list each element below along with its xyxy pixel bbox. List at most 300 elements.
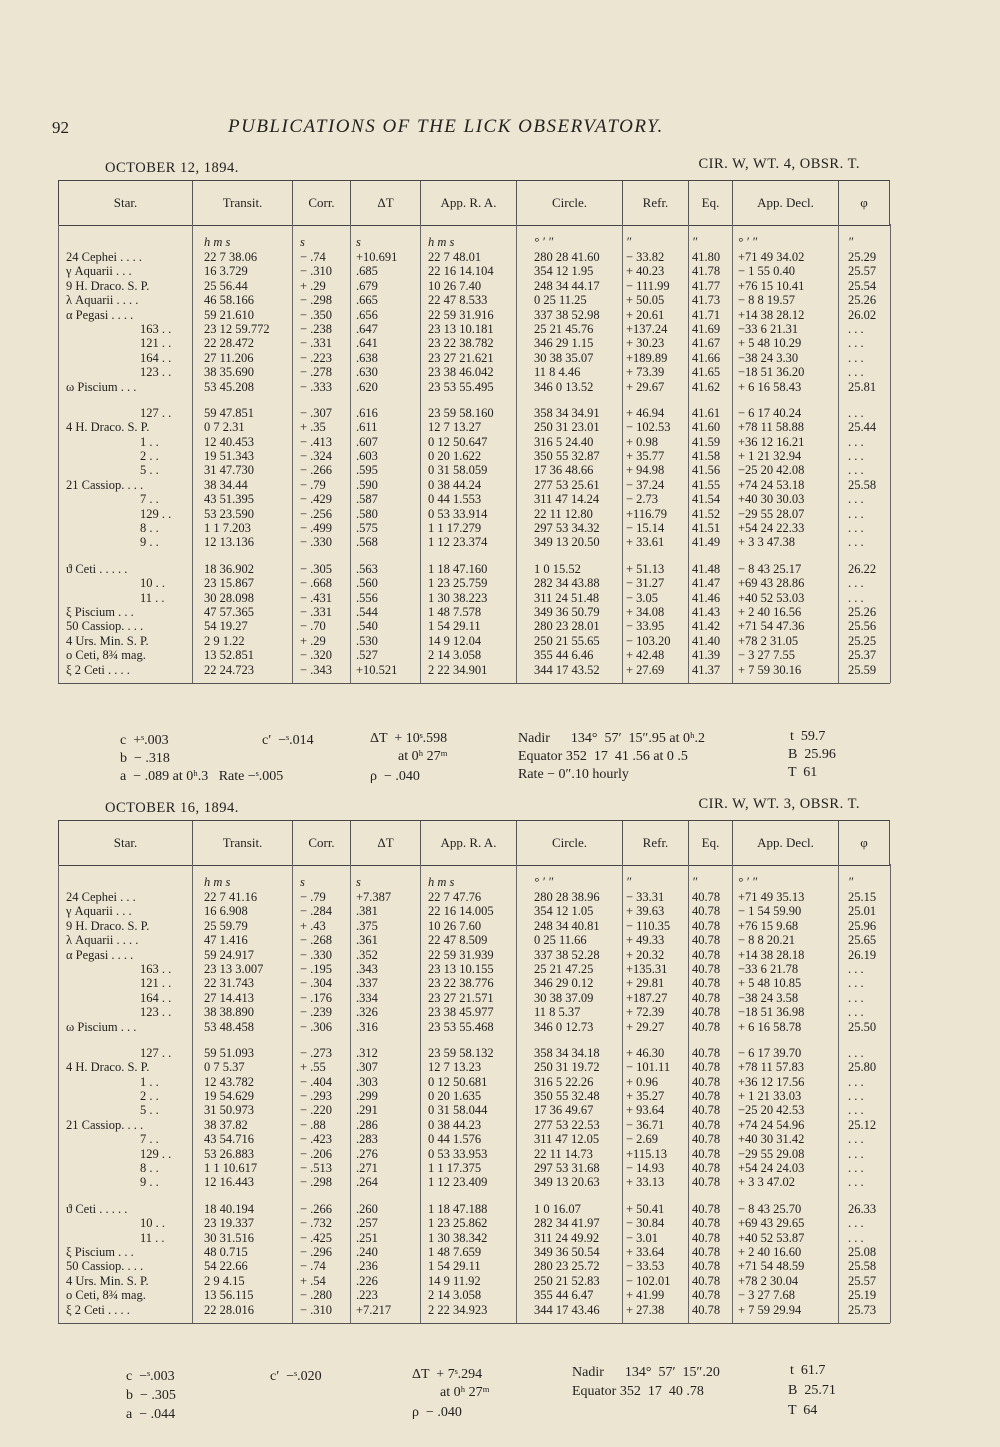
star-name: o Ceti, 8¾ mag. bbox=[66, 648, 146, 663]
apparent-ra: 23 13 10.155 bbox=[428, 961, 494, 976]
star-name: 4 Urs. Min. S. P. bbox=[66, 633, 149, 648]
unit-ra: h m s bbox=[428, 235, 455, 249]
eq-correction: 41.48 bbox=[692, 561, 721, 576]
apparent-decl: +54 24 22.33 bbox=[738, 521, 805, 536]
star-name: 164 . . bbox=[140, 350, 172, 365]
star-name: 2 . . bbox=[140, 1089, 159, 1104]
star-name: λ Aquarii . . . . bbox=[66, 933, 139, 948]
phi-value: 26.19 bbox=[848, 947, 877, 962]
clock-correction: .381 bbox=[356, 904, 378, 919]
apparent-decl: +76 15 10.41 bbox=[738, 278, 805, 293]
correction: − .223 bbox=[300, 350, 333, 365]
eq-correction: 40.78 bbox=[692, 1132, 721, 1147]
transit-time: 2 9 1.22 bbox=[204, 633, 245, 648]
refraction: − 3.05 bbox=[626, 590, 659, 605]
group-gap bbox=[58, 1034, 890, 1046]
correction: − .306 bbox=[300, 1019, 333, 1034]
azimuth-a: a − .089 at 0ʰ.3 Rate −ˢ.005 bbox=[120, 769, 284, 784]
apparent-ra: 1 23 25.759 bbox=[428, 576, 488, 591]
circle-reading: 358 34 34.91 bbox=[534, 405, 600, 420]
phi-value: 25.57 bbox=[848, 264, 877, 279]
transit-time: 22 7 38.06 bbox=[204, 250, 258, 264]
correction: − .343 bbox=[300, 662, 333, 677]
table-row bbox=[58, 1103, 890, 1117]
phi-value: 25.25 bbox=[848, 633, 877, 648]
eq-correction: 40.78 bbox=[692, 1019, 721, 1034]
apparent-ra: 23 59 58.132 bbox=[428, 1045, 494, 1060]
apparent-ra: 0 44 1.576 bbox=[428, 1132, 482, 1147]
table-row bbox=[58, 380, 890, 394]
transit-time: 22 31.743 bbox=[204, 976, 254, 991]
table-row bbox=[58, 406, 890, 420]
apparent-ra: 12 7 13.23 bbox=[428, 1060, 482, 1075]
clock-correction: .560 bbox=[356, 576, 378, 591]
apparent-decl: − 8 8 19.57 bbox=[738, 293, 796, 308]
circle-reading: 337 38 52.28 bbox=[534, 947, 600, 962]
correction: − .239 bbox=[300, 1005, 333, 1020]
correction: − .307 bbox=[300, 405, 333, 420]
units-row bbox=[58, 866, 890, 890]
clock-correction: .276 bbox=[356, 1146, 378, 1161]
star-name: 4 H. Draco. S. P. bbox=[66, 1060, 150, 1075]
phi-value: 25.01 bbox=[848, 904, 877, 919]
unit-phi: ″ bbox=[848, 235, 854, 249]
star-name: ω Piscium . . . bbox=[66, 379, 137, 394]
apparent-decl: +76 15 9.68 bbox=[738, 918, 799, 933]
transit-time: 59 47.851 bbox=[204, 405, 254, 420]
transit-time: 38 38.890 bbox=[204, 1005, 254, 1020]
transit-time: 12 40.453 bbox=[204, 434, 254, 449]
refraction: − 31.27 bbox=[626, 576, 665, 591]
phi-value: . . . bbox=[848, 521, 864, 536]
refraction: + 33.61 bbox=[626, 535, 665, 550]
table-row bbox=[58, 449, 890, 463]
table-row bbox=[58, 1060, 890, 1074]
transit-time: 47 57.365 bbox=[204, 604, 254, 619]
clock-correction: .226 bbox=[356, 1273, 378, 1288]
transit-time: 38 35.690 bbox=[204, 365, 254, 380]
apparent-ra: 1 18 47.160 bbox=[428, 561, 488, 576]
apparent-decl: −29 55 29.08 bbox=[738, 1146, 805, 1161]
apparent-decl: + 1 21 33.03 bbox=[738, 1089, 802, 1104]
column-header-refr: Refr. bbox=[622, 181, 688, 225]
eq-correction: 41.52 bbox=[692, 506, 721, 521]
table-row bbox=[58, 1175, 890, 1189]
star-name: 127 . . bbox=[140, 405, 172, 420]
phi-value: 25.58 bbox=[848, 1259, 877, 1274]
star-name: 50 Cassiop. . . . bbox=[66, 619, 144, 634]
apparent-decl: +14 38 28.12 bbox=[738, 307, 805, 322]
table-row bbox=[58, 365, 890, 379]
apparent-decl: −18 51 36.20 bbox=[738, 365, 805, 380]
correction: − .429 bbox=[300, 492, 333, 507]
apparent-ra: 1 12 23.409 bbox=[428, 1175, 488, 1190]
phi-value: 26.02 bbox=[848, 307, 877, 322]
apparent-ra: 2 14 3.058 bbox=[428, 1288, 482, 1303]
eq-correction: 41.47 bbox=[692, 576, 721, 591]
apparent-decl: + 5 48 10.85 bbox=[738, 976, 802, 991]
clock-correction: .257 bbox=[356, 1216, 378, 1231]
apparent-decl: −25 20 42.53 bbox=[738, 1103, 805, 1118]
clock-correction: .343 bbox=[356, 961, 378, 976]
column-header-dt: ΔT bbox=[350, 821, 420, 865]
unit-refr: ″ bbox=[626, 875, 632, 889]
apparent-decl: − 3 27 7.68 bbox=[738, 1288, 796, 1303]
clock-correction: .251 bbox=[356, 1230, 378, 1245]
correction: − .278 bbox=[300, 365, 333, 380]
star-name: 9 . . bbox=[140, 535, 159, 550]
transit-time: 43 54.716 bbox=[204, 1132, 254, 1147]
apparent-ra: 22 7 48.01 bbox=[428, 250, 482, 264]
apparent-decl: − 8 43 25.17 bbox=[738, 561, 802, 576]
apparent-ra: 2 22 34.923 bbox=[428, 1302, 488, 1317]
circle-reading: 346 29 0.12 bbox=[534, 976, 594, 991]
eq-correction: 41.62 bbox=[692, 379, 721, 394]
collimation-c: c +ˢ.003 bbox=[120, 733, 169, 748]
apparent-decl: −18 51 36.98 bbox=[738, 1005, 805, 1020]
column-header-corr: Corr. bbox=[292, 181, 350, 225]
phi-value: . . . bbox=[848, 961, 864, 976]
circle-reading: 282 34 43.88 bbox=[534, 576, 600, 591]
star-name: 1 . . bbox=[140, 434, 159, 449]
column-header-decl: App. Decl. bbox=[732, 181, 838, 225]
star-name: 7 . . bbox=[140, 492, 159, 507]
circle-reading: 30 38 37.09 bbox=[534, 990, 594, 1005]
correction: − .513 bbox=[300, 1161, 333, 1176]
correction: − .310 bbox=[300, 264, 333, 279]
star-name: 123 . . bbox=[140, 365, 172, 380]
star-name: 21 Cassiop. . . . bbox=[66, 477, 144, 492]
correction: − .350 bbox=[300, 307, 333, 322]
column-header-eq: Eq. bbox=[688, 181, 732, 225]
clock-correction: .530 bbox=[356, 633, 378, 648]
eq-correction: 41.77 bbox=[692, 278, 721, 293]
clock-correction: .352 bbox=[356, 947, 378, 962]
circle-reading: 350 55 32.87 bbox=[534, 449, 600, 464]
phi-value: 25.80 bbox=[848, 1060, 877, 1075]
correction: + .55 bbox=[300, 1060, 326, 1075]
clock-correction: .656 bbox=[356, 307, 378, 322]
refraction: − 33.53 bbox=[626, 1259, 665, 1274]
correction: + .29 bbox=[300, 278, 326, 293]
circle-reading: 311 24 49.92 bbox=[534, 1230, 600, 1245]
transit-time: 30 28.098 bbox=[204, 590, 254, 605]
star-name: 11 . . bbox=[140, 590, 165, 605]
transit-time: 54 19.27 bbox=[204, 619, 248, 634]
clock-correction: .611 bbox=[356, 420, 378, 435]
clock-correction: +7.217 bbox=[356, 1302, 392, 1317]
eq-correction: 41.40 bbox=[692, 633, 721, 648]
clock-correction: .595 bbox=[356, 463, 378, 478]
rho: ρ − .040 bbox=[412, 1405, 462, 1420]
column-header-ra: App. R. A. bbox=[420, 821, 516, 865]
phi-value: . . . bbox=[848, 1089, 864, 1104]
clock-correction: .260 bbox=[356, 1201, 378, 1216]
clock-correction: .337 bbox=[356, 976, 378, 991]
table-row bbox=[58, 933, 890, 947]
circle-reading: 280 28 38.96 bbox=[534, 890, 600, 904]
correction: + .29 bbox=[300, 633, 326, 648]
star-name: 24 Cephei . . . . bbox=[66, 250, 143, 264]
phi-value: 25.26 bbox=[848, 604, 877, 619]
phi-value: 25.44 bbox=[848, 420, 877, 435]
correction: − .298 bbox=[300, 1175, 333, 1190]
eq-correction: 41.73 bbox=[692, 293, 721, 308]
phi-value: 26.22 bbox=[848, 561, 877, 576]
apparent-ra: 10 26 7.60 bbox=[428, 918, 482, 933]
phi-value: . . . bbox=[848, 365, 864, 380]
correction: − .305 bbox=[300, 561, 333, 576]
circle-reading: 337 38 52.98 bbox=[534, 307, 600, 322]
table-row bbox=[58, 634, 890, 648]
refraction: + 27.69 bbox=[626, 662, 665, 677]
star-name: 2 . . bbox=[140, 449, 159, 464]
phi-value: . . . bbox=[848, 1103, 864, 1118]
circle-reading: 280 23 28.01 bbox=[534, 619, 600, 634]
refraction: +135.31 bbox=[626, 961, 668, 976]
circle-reading: 25 21 45.76 bbox=[534, 321, 594, 336]
circle-reading: 311 24 51.48 bbox=[534, 590, 600, 605]
apparent-decl: + 6 16 58.78 bbox=[738, 1019, 802, 1034]
correction: − .280 bbox=[300, 1288, 333, 1303]
clock-correction: .271 bbox=[356, 1161, 378, 1176]
eq-correction: 41.69 bbox=[692, 321, 721, 336]
transit-time: 19 51.343 bbox=[204, 449, 254, 464]
star-name: 163 . . bbox=[140, 321, 172, 336]
star-name: 50 Cassiop. . . . bbox=[66, 1259, 144, 1274]
apparent-decl: +71 49 35.13 bbox=[738, 890, 805, 904]
refraction: +116.79 bbox=[626, 506, 667, 521]
apparent-decl: + 5 48 10.29 bbox=[738, 336, 802, 351]
refraction: − 111.99 bbox=[626, 278, 670, 293]
refraction: + 51.13 bbox=[626, 561, 665, 576]
circle-reading: 297 53 34.32 bbox=[534, 521, 600, 536]
correction: − .298 bbox=[300, 293, 333, 308]
correction: − .431 bbox=[300, 590, 333, 605]
table-row bbox=[58, 1020, 890, 1034]
clock-correction: .540 bbox=[356, 619, 378, 634]
correction: − .88 bbox=[300, 1117, 326, 1132]
table-row bbox=[58, 1132, 890, 1146]
correction: − .79 bbox=[300, 477, 326, 492]
column-header-circle: Circle. bbox=[516, 181, 622, 225]
correction: + .43 bbox=[300, 918, 326, 933]
apparent-ra: 23 13 10.181 bbox=[428, 321, 494, 336]
apparent-decl: −38 24 3.30 bbox=[738, 350, 799, 365]
apparent-decl: + 2 40 16.56 bbox=[738, 604, 802, 619]
circle-reading: 346 0 12.73 bbox=[534, 1019, 594, 1034]
transit-time: 2 9 4.15 bbox=[204, 1273, 245, 1288]
clock-correction: .291 bbox=[356, 1103, 378, 1118]
circle-reading: 250 31 19.72 bbox=[534, 1060, 600, 1075]
eq-correction: 41.71 bbox=[692, 307, 721, 322]
clock-correction: .316 bbox=[356, 1019, 378, 1034]
apparent-ra: 23 59 58.160 bbox=[428, 405, 494, 420]
phi-value: 25.96 bbox=[848, 918, 877, 933]
phi-value: . . . bbox=[848, 1230, 864, 1245]
apparent-decl: − 1 54 59.90 bbox=[738, 904, 802, 919]
group-gap bbox=[58, 1190, 890, 1202]
clock-correction: .286 bbox=[356, 1117, 378, 1132]
transit-time: 22 28.016 bbox=[204, 1302, 254, 1317]
column-rule bbox=[890, 224, 891, 683]
phi-value: 25.12 bbox=[848, 1117, 877, 1132]
table-row bbox=[58, 279, 890, 293]
eq-correction: 41.65 bbox=[692, 365, 721, 380]
table-row bbox=[58, 1161, 890, 1175]
collimation-c: c −ˢ.003 bbox=[126, 1369, 175, 1384]
apparent-decl: + 6 16 58.43 bbox=[738, 379, 802, 394]
clock-correction: .334 bbox=[356, 990, 378, 1005]
refraction: + 29.67 bbox=[626, 379, 665, 394]
eq-correction: 40.78 bbox=[692, 1161, 721, 1176]
table-row bbox=[58, 1231, 890, 1245]
nadir: Nadir 134° 57′ 15″.95 at 0ʰ.2 bbox=[518, 731, 705, 746]
refraction: + 39.63 bbox=[626, 904, 665, 919]
star-name: 10 . . bbox=[140, 1216, 165, 1231]
correction: − .330 bbox=[300, 947, 333, 962]
unit-transit: h m s bbox=[204, 875, 231, 889]
transit-time: 48 0.715 bbox=[204, 1244, 248, 1259]
apparent-decl: +71 54 47.36 bbox=[738, 619, 805, 634]
apparent-decl: +78 11 57.83 bbox=[738, 1060, 804, 1075]
transit-time: 18 36.902 bbox=[204, 561, 254, 576]
phi-value: 25.81 bbox=[848, 379, 877, 394]
clock-correction: +7.387 bbox=[356, 890, 392, 904]
circle-reading: 311 47 12.05 bbox=[534, 1132, 600, 1147]
section-date-2: OCTOBER 16, 1894. bbox=[105, 800, 239, 816]
refraction: + 20.32 bbox=[626, 947, 665, 962]
eq-correction: 40.78 bbox=[692, 961, 721, 976]
clock-correction: .544 bbox=[356, 604, 378, 619]
refraction: + 0.96 bbox=[626, 1074, 659, 1089]
refraction: − 2.69 bbox=[626, 1132, 659, 1147]
apparent-ra: 14 9 11.92 bbox=[428, 1273, 481, 1288]
clock-correction: +10.521 bbox=[356, 662, 398, 677]
eq-correction: 41.46 bbox=[692, 590, 721, 605]
table-row bbox=[58, 663, 890, 677]
clock-correction: .665 bbox=[356, 293, 378, 308]
phi-value: 25.56 bbox=[848, 619, 877, 634]
transit-time: 53 48.458 bbox=[204, 1019, 254, 1034]
clock-correction: .283 bbox=[356, 1132, 378, 1147]
circle-reading: 355 44 6.47 bbox=[534, 1288, 594, 1303]
circle-reading: 277 53 22.53 bbox=[534, 1117, 600, 1132]
circle-reading: 350 55 32.48 bbox=[534, 1089, 600, 1104]
observation-table-2 bbox=[58, 820, 890, 1317]
apparent-decl: +71 54 48.59 bbox=[738, 1259, 805, 1274]
clock-correction: ΔT + 7ˢ.294 bbox=[412, 1367, 483, 1382]
table-row bbox=[58, 562, 890, 576]
apparent-ra: 22 16 14.005 bbox=[428, 904, 494, 919]
section-date-1: OCTOBER 12, 1894. bbox=[105, 160, 239, 176]
apparent-decl: +54 24 24.03 bbox=[738, 1161, 805, 1176]
level-b: b − .318 bbox=[120, 751, 170, 766]
refraction: + 0.98 bbox=[626, 434, 659, 449]
circle-reading: 17 36 48.66 bbox=[534, 463, 594, 478]
apparent-ra: 23 53 55.495 bbox=[428, 379, 494, 394]
table-row bbox=[58, 250, 890, 264]
apparent-ra: 2 14 3.058 bbox=[428, 648, 482, 663]
circle-reading: 277 53 25.61 bbox=[534, 477, 600, 492]
apparent-ra: 12 7 13.27 bbox=[428, 420, 482, 435]
apparent-decl: − 1 55 0.40 bbox=[738, 264, 796, 279]
refraction: − 2.73 bbox=[626, 492, 659, 507]
phi-value: 25.54 bbox=[848, 278, 877, 293]
apparent-decl: − 6 17 40.24 bbox=[738, 405, 802, 420]
table-row bbox=[58, 264, 890, 278]
eq-correction: 40.78 bbox=[692, 1175, 721, 1190]
refraction: + 50.05 bbox=[626, 293, 665, 308]
transit-time: 1 1 7.203 bbox=[204, 521, 251, 536]
column-header-transit: Transit. bbox=[192, 821, 292, 865]
transit-time: 13 52.851 bbox=[204, 648, 254, 663]
unit-circle: ° ′ ″ bbox=[534, 875, 554, 889]
apparent-decl: + 7 59 29.94 bbox=[738, 1302, 802, 1317]
table-row bbox=[58, 890, 890, 904]
refraction: + 72.39 bbox=[626, 1005, 665, 1020]
circle-reading: 316 5 24.40 bbox=[534, 434, 594, 449]
table-row bbox=[58, 904, 890, 918]
phi-value: 25.65 bbox=[848, 933, 877, 948]
column-header-phi: φ bbox=[838, 181, 890, 225]
phi-value: . . . bbox=[848, 449, 864, 464]
phi-value: . . . bbox=[848, 990, 864, 1005]
phi-value: . . . bbox=[848, 576, 864, 591]
table-row bbox=[58, 948, 890, 962]
eq-correction: 40.78 bbox=[692, 1060, 721, 1075]
refraction: − 36.71 bbox=[626, 1117, 665, 1132]
refraction: − 102.53 bbox=[626, 420, 671, 435]
clock-correction: .303 bbox=[356, 1074, 378, 1089]
star-name: 5 . . bbox=[140, 1103, 159, 1118]
phi-value: 26.33 bbox=[848, 1201, 877, 1216]
group-gap bbox=[58, 550, 890, 562]
phi-value: . . . bbox=[848, 1005, 864, 1020]
clock-correction: .240 bbox=[356, 1244, 378, 1259]
clock-correction: .223 bbox=[356, 1288, 378, 1303]
apparent-ra: 1 18 47.188 bbox=[428, 1201, 488, 1216]
transit-time: 22 24.723 bbox=[204, 662, 254, 677]
circle-reading: 316 5 22.26 bbox=[534, 1074, 594, 1089]
refraction: + 35.77 bbox=[626, 449, 665, 464]
eq-correction: 41.43 bbox=[692, 604, 721, 619]
correction: − .176 bbox=[300, 990, 333, 1005]
apparent-decl: − 8 8 20.21 bbox=[738, 933, 796, 948]
apparent-decl: +71 49 34.02 bbox=[738, 250, 805, 264]
table-row bbox=[58, 1288, 890, 1302]
unit-refr: ″ bbox=[626, 235, 632, 249]
star-name: ξ Piscium . . . bbox=[66, 604, 134, 619]
temperature-t: t 59.7 bbox=[790, 729, 826, 744]
circle-reading: 248 34 40.81 bbox=[534, 918, 600, 933]
eq-correction: 40.78 bbox=[692, 1146, 721, 1161]
apparent-decl: +74 24 54.96 bbox=[738, 1117, 805, 1132]
clock-correction: .685 bbox=[356, 264, 378, 279]
transit-time: 27 11.206 bbox=[204, 350, 254, 365]
unit-corr: s bbox=[300, 235, 305, 249]
correction: − .273 bbox=[300, 1045, 333, 1060]
column-header-transit: Transit. bbox=[192, 181, 292, 225]
transit-time: 54 22.66 bbox=[204, 1259, 248, 1274]
correction: − .324 bbox=[300, 449, 333, 464]
column-header-circle: Circle. bbox=[516, 821, 622, 865]
eq-correction: 41.58 bbox=[692, 449, 721, 464]
apparent-decl: +78 2 30.04 bbox=[738, 1273, 799, 1288]
apparent-decl: − 6 17 39.70 bbox=[738, 1045, 802, 1060]
refraction: − 3.01 bbox=[626, 1230, 659, 1245]
table-row bbox=[58, 1075, 890, 1089]
